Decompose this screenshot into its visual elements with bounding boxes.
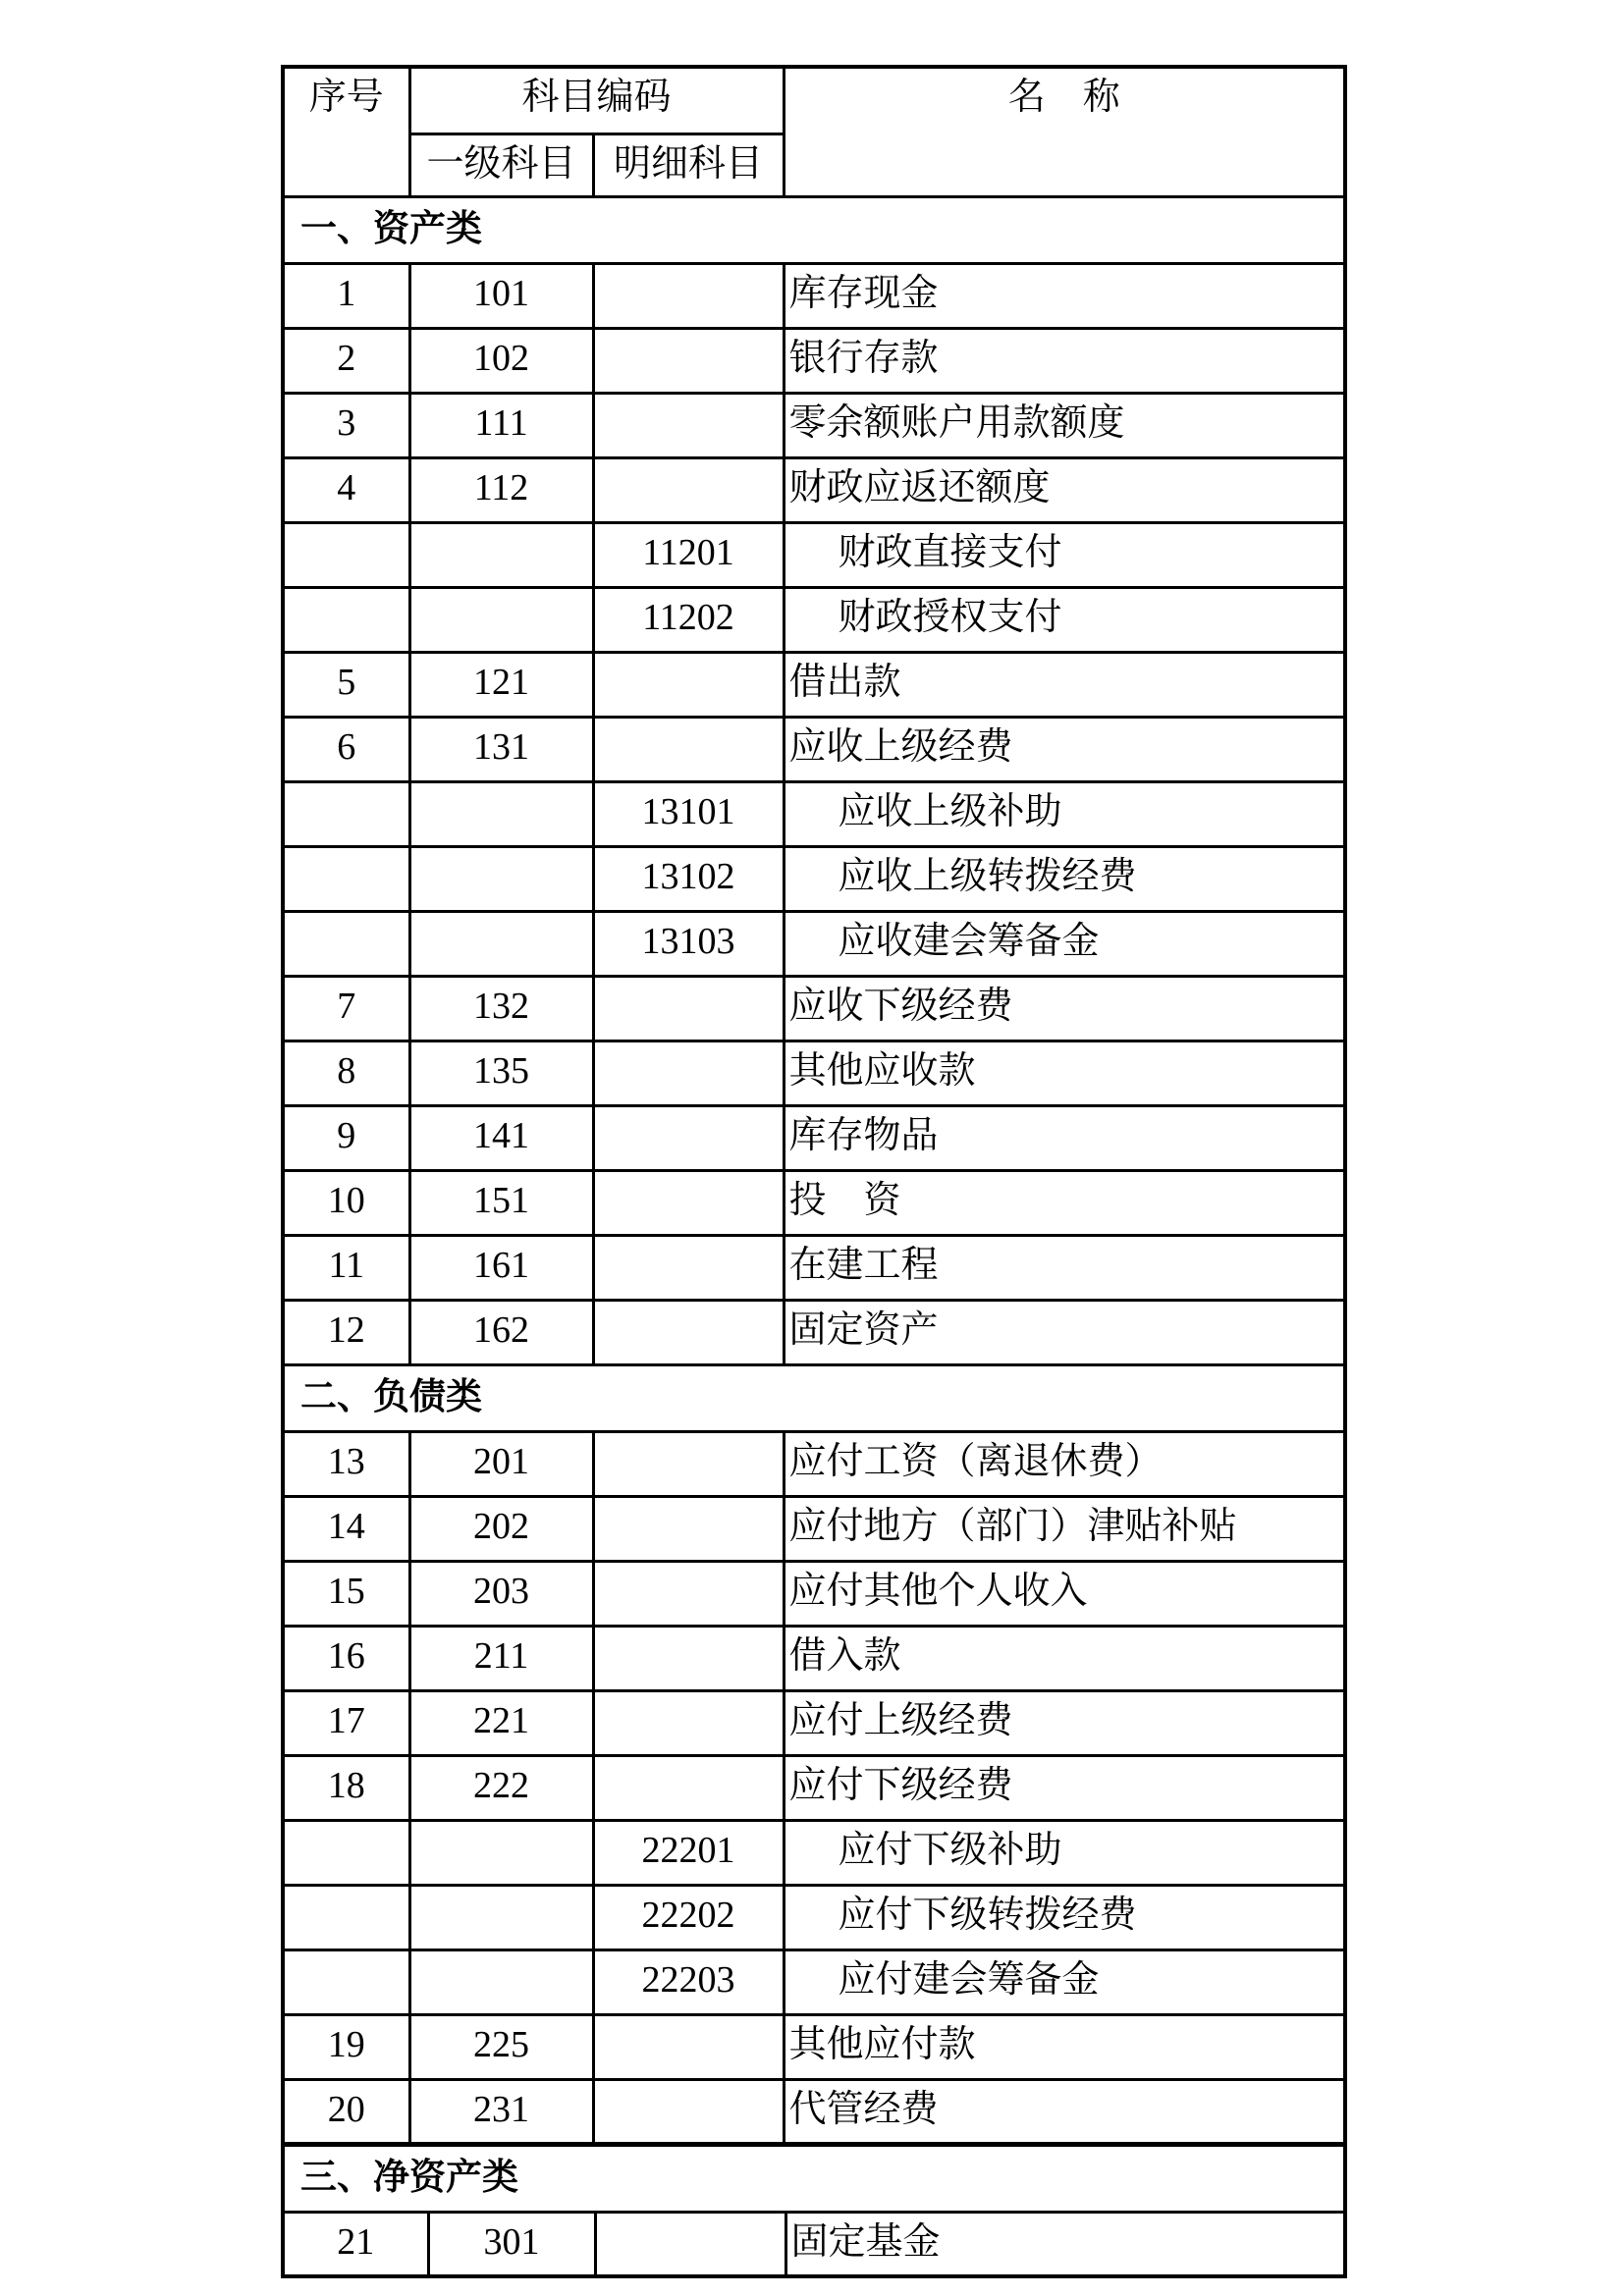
table-row [283,1235,1345,1300]
cell-detail-code [593,2079,784,2144]
cell-serial-number: 21 [283,2212,428,2276]
cell-name: 代管经费 [784,2079,1345,2144]
cell-detail-code [593,717,784,781]
cell-serial-number: 3 [283,393,409,457]
cell-name: 应付地方（部门）津贴补贴 [784,1496,1345,1561]
table-row [283,1041,1345,1105]
table-row [283,1431,1345,1496]
table-row [283,1690,1345,1755]
table-row [283,1105,1345,1170]
cell-serial-number [283,522,409,587]
table-container [281,65,1343,2278]
header-row-1 [283,67,1345,133]
table-row [283,1626,1345,1690]
cell-level1-code: 301 [428,2212,595,2276]
subject-code-table-continued [281,2143,1347,2278]
table-row [283,2212,1345,2276]
cell-level1-code: 132 [409,976,593,1041]
subject-code-table [281,65,1347,2146]
cell-name: 财政应返还额度 [784,457,1345,522]
table-row [283,1820,1345,1885]
cell-serial-number [283,1820,409,1885]
cell-detail-code [593,976,784,1041]
cell-detail-code [593,1300,784,1364]
cell-serial-number: 18 [283,1755,409,1820]
table-row [283,1561,1345,1626]
table-body-continued [283,2145,1345,2276]
cell-level1-code [409,781,593,846]
cell-serial-number: 16 [283,1626,409,1690]
header-serial-number: 序号 [283,67,409,196]
header-code-group: 科目编码 [409,67,784,133]
cell-level1-code: 111 [409,393,593,457]
cell-serial-number: 13 [283,1431,409,1496]
section-row [283,2145,1345,2212]
cell-name: 应付下级经费 [784,1755,1345,1820]
cell-detail-code: 13102 [593,846,784,911]
cell-detail-code [593,2014,784,2079]
cell-serial-number [283,911,409,976]
cell-name: 应付其他个人收入 [784,1561,1345,1626]
section-row [283,1364,1345,1431]
cell-level1-code: 231 [409,2079,593,2144]
section-title: 三、净资产类 [283,2145,1345,2212]
cell-level1-code: 112 [409,457,593,522]
table-row [283,263,1345,328]
cell-name: 库存现金 [784,263,1345,328]
cell-level1-code: 225 [409,2014,593,2079]
cell-detail-code [593,263,784,328]
cell-detail-code [593,1170,784,1235]
cell-name: 应收上级经费 [784,717,1345,781]
cell-name: 借出款 [784,652,1345,717]
table-row [283,717,1345,781]
cell-serial-number [283,846,409,911]
section-title: 一、资产类 [283,196,1345,263]
cell-level1-code: 201 [409,1431,593,1496]
cell-detail-code: 11201 [593,522,784,587]
cell-name: 财政授权支付 [784,587,1345,652]
cell-name: 应付工资（离退休费） [784,1431,1345,1496]
cell-detail-code [593,1041,784,1105]
cell-name: 固定基金 [785,2212,1345,2276]
cell-name: 应收上级转拨经费 [784,846,1345,911]
cell-level1-code: 131 [409,717,593,781]
cell-level1-code: 221 [409,1690,593,1755]
cell-level1-code: 141 [409,1105,593,1170]
table-row [283,2079,1345,2144]
cell-detail-code: 22202 [593,1885,784,1949]
cell-detail-code [593,1561,784,1626]
cell-level1-code: 211 [409,1626,593,1690]
section-title: 二、负债类 [283,1364,1345,1431]
cell-name: 其他应收款 [784,1041,1345,1105]
cell-serial-number: 6 [283,717,409,781]
cell-level1-code: 135 [409,1041,593,1105]
header-name: 名 称 [784,67,1345,196]
cell-serial-number: 15 [283,1561,409,1626]
cell-level1-code: 202 [409,1496,593,1561]
cell-serial-number [283,587,409,652]
cell-serial-number: 14 [283,1496,409,1561]
table-body [283,67,1345,2144]
table-row [283,457,1345,522]
table-row [283,976,1345,1041]
cell-serial-number [283,781,409,846]
cell-detail-code [593,1755,784,1820]
table-row [283,587,1345,652]
header-level1-code: 一级科目 [409,133,593,196]
cell-name: 应收下级经费 [784,976,1345,1041]
cell-name: 在建工程 [784,1235,1345,1300]
cell-level1-code [409,1820,593,1885]
cell-level1-code [409,911,593,976]
table-row [283,781,1345,846]
table-row [283,1300,1345,1364]
table-row [283,911,1345,976]
cell-name: 应付建会筹备金 [784,1949,1345,2014]
cell-name: 投 资 [784,1170,1345,1235]
cell-serial-number: 20 [283,2079,409,2144]
cell-detail-code [593,1626,784,1690]
table-row [283,1755,1345,1820]
cell-level1-code: 203 [409,1561,593,1626]
cell-detail-code: 22203 [593,1949,784,2014]
cell-level1-code [409,522,593,587]
cell-serial-number [283,1949,409,2014]
cell-detail-code [593,393,784,457]
cell-serial-number: 9 [283,1105,409,1170]
cell-name: 固定资产 [784,1300,1345,1364]
cell-detail-code [593,1235,784,1300]
cell-serial-number: 2 [283,328,409,393]
cell-name: 财政直接支付 [784,522,1345,587]
cell-name: 应付下级转拨经费 [784,1885,1345,1949]
cell-serial-number: 8 [283,1041,409,1105]
cell-detail-code: 13103 [593,911,784,976]
cell-level1-code: 151 [409,1170,593,1235]
cell-serial-number: 12 [283,1300,409,1364]
cell-name: 应付上级经费 [784,1690,1345,1755]
table-row [283,522,1345,587]
cell-detail-code: 13101 [593,781,784,846]
cell-serial-number: 7 [283,976,409,1041]
cell-level1-code [409,1885,593,1949]
cell-detail-code [593,457,784,522]
cell-detail-code [595,2212,785,2276]
cell-level1-code: 101 [409,263,593,328]
cell-level1-code [409,587,593,652]
table-row [283,2014,1345,2079]
cell-level1-code: 121 [409,652,593,717]
cell-serial-number: 19 [283,2014,409,2079]
table-row [283,846,1345,911]
cell-level1-code: 162 [409,1300,593,1364]
cell-level1-code: 161 [409,1235,593,1300]
cell-level1-code [409,846,593,911]
cell-name: 应付下级补助 [784,1820,1345,1885]
table-row [283,393,1345,457]
cell-name: 银行存款 [784,328,1345,393]
table-row [283,1885,1345,1949]
cell-detail-code [593,1690,784,1755]
table-row [283,652,1345,717]
cell-serial-number: 1 [283,263,409,328]
cell-level1-code: 222 [409,1755,593,1820]
cell-detail-code: 11202 [593,587,784,652]
cell-serial-number [283,1885,409,1949]
cell-detail-code [593,652,784,717]
cell-serial-number: 17 [283,1690,409,1755]
cell-name: 应收建会筹备金 [784,911,1345,976]
cell-serial-number: 10 [283,1170,409,1235]
cell-name: 应收上级补助 [784,781,1345,846]
cell-detail-code: 22201 [593,1820,784,1885]
section-row [283,196,1345,263]
cell-serial-number: 11 [283,1235,409,1300]
cell-name: 零余额账户用款额度 [784,393,1345,457]
cell-name: 借入款 [784,1626,1345,1690]
table-row [283,1496,1345,1561]
cell-detail-code [593,1496,784,1561]
cell-serial-number: 5 [283,652,409,717]
cell-name: 其他应付款 [784,2014,1345,2079]
cell-name: 库存物品 [784,1105,1345,1170]
table-row [283,1949,1345,2014]
cell-level1-code [409,1949,593,2014]
cell-detail-code [593,1105,784,1170]
cell-detail-code [593,328,784,393]
cell-detail-code [593,1431,784,1496]
header-detail-code: 明细科目 [593,133,784,196]
table-row [283,328,1345,393]
cell-serial-number: 4 [283,457,409,522]
table-row [283,1170,1345,1235]
cell-level1-code: 102 [409,328,593,393]
